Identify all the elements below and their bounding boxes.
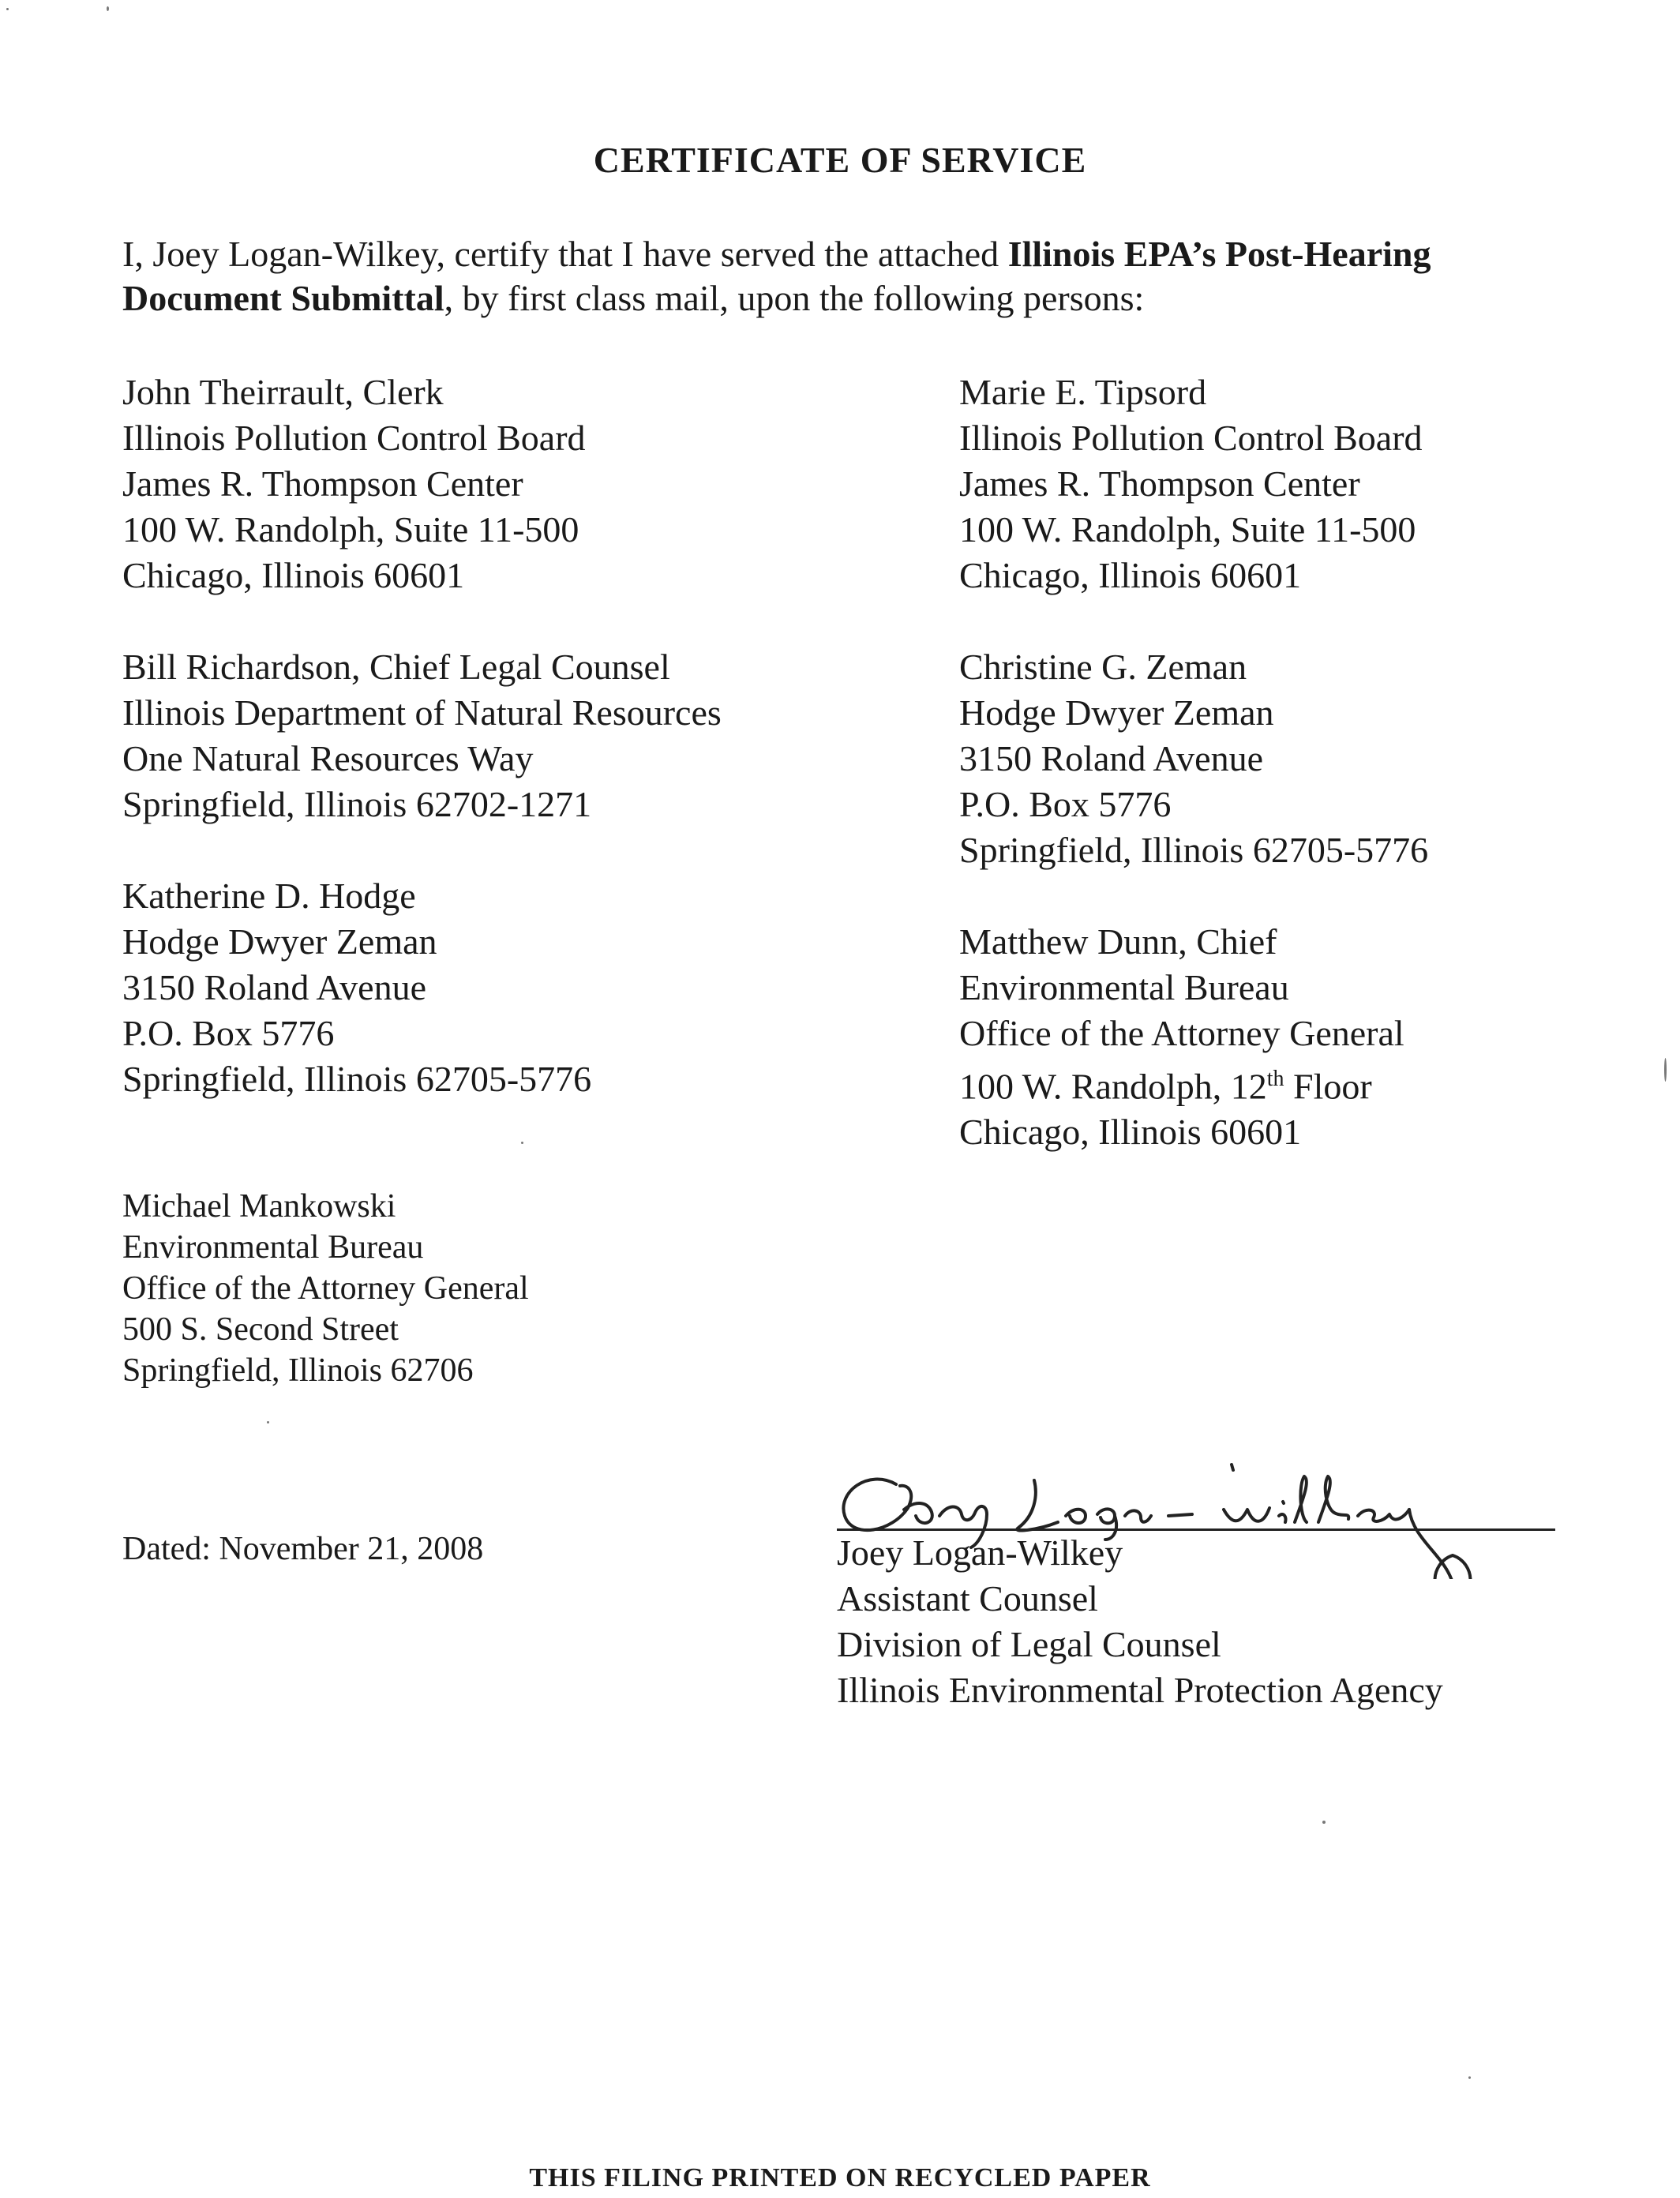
address-line: Springfield, Illinois 62705-5776 (959, 830, 1429, 870)
address-line: 100 W. Randolph, Suite 11-500 (122, 509, 579, 550)
signatory-name: Joey Logan-Wilkey (837, 1532, 1123, 1573)
intro-text-1: I, Joey Logan-Wilkey, certify that I have served the attached (122, 234, 1008, 274)
address-line: Christine G. Zeman (959, 647, 1247, 687)
signatory-agency: Illinois Environmental Protection Agency (837, 1670, 1443, 1710)
address-line: Illinois Pollution Control Board (959, 418, 1423, 458)
floor-suffix: Floor (1284, 1066, 1372, 1107)
floor-ordinal: th (1266, 1067, 1284, 1091)
scan-speck (521, 1142, 523, 1144)
scan-speck (107, 6, 109, 11)
recipient-dunn (959, 919, 1404, 1155)
address-line: James R. Thompson Center (122, 463, 523, 504)
signatory-title: Assistant Counsel (837, 1578, 1098, 1618)
address-line: James R. Thompson Center (959, 463, 1360, 504)
address-line: Illinois Pollution Control Board (122, 418, 586, 458)
address-line: Marie E. Tipsord (959, 372, 1207, 412)
address-line: Environmental Bureau (122, 1229, 424, 1266)
date-line: Dated: November 21, 2008 (122, 1531, 484, 1567)
address-line: 100 W. Randolph, Suite 11-500 (959, 509, 1416, 550)
signature-block (837, 1530, 1443, 1713)
address-line: Illinois Department of Natural Resources (122, 692, 722, 733)
address-line: Bill Richardson, Chief Legal Counsel (122, 647, 670, 687)
address-line: Environmental Bureau (959, 967, 1289, 1007)
address-line: Katherine D. Hodge (122, 876, 416, 916)
address-line: 3150 Roland Avenue (959, 738, 1263, 778)
recipient-theirrault (122, 369, 586, 598)
intro-text-2: , by first class mail, upon the following persons: (444, 278, 1145, 318)
recipient-zeman (959, 644, 1428, 873)
document-name: Illinois EPA’s Post-Hearing Document Submittal (122, 234, 1431, 318)
address-line: 3150 Roland Avenue (122, 967, 426, 1007)
scan-speck (6, 8, 9, 10)
address-line: Hodge Dwyer Zeman (959, 692, 1274, 733)
recipient-mankowski (122, 1186, 529, 1391)
scan-speck (1322, 1821, 1326, 1824)
address-line: Hodge Dwyer Zeman (122, 921, 437, 962)
scan-speck (267, 1421, 269, 1423)
signatory-division: Division of Legal Counsel (837, 1624, 1221, 1664)
address-line: Springfield, Illinois 62702-1271 (122, 784, 592, 824)
address-line-floor (959, 1056, 1404, 1109)
address-line: P.O. Box 5776 (122, 1013, 335, 1053)
scan-speck (1664, 1058, 1667, 1082)
certification-statement (122, 232, 1464, 321)
recipient-tipsord (959, 369, 1423, 598)
address-line: Chicago, Illinois 60601 (122, 555, 465, 595)
address-line: Springfield, Illinois 62705-5776 (122, 1059, 592, 1099)
address-line: One Natural Resources Way (122, 738, 534, 778)
address-line: Office of the Attorney General (959, 1013, 1404, 1053)
address-line: Michael Mankowski (122, 1188, 396, 1225)
address-line: Matthew Dunn, Chief (959, 921, 1277, 962)
scan-speck (1468, 2076, 1471, 2079)
recycled-paper-notice: THIS FILING PRINTED ON RECYCLED PAPER (529, 2163, 1151, 2192)
address-line: Office of the Attorney General (122, 1270, 529, 1307)
address-line: Chicago, Illinois 60601 (959, 1112, 1302, 1153)
page-title: CERTIFICATE OF SERVICE (593, 140, 1087, 180)
address-line: P.O. Box 5776 (959, 784, 1172, 824)
address-line: John Theirrault, Clerk (122, 372, 444, 412)
address-line: 500 S. Second Street (122, 1311, 399, 1348)
address-line: Springfield, Illinois 62706 (122, 1352, 474, 1389)
floor-text: 100 W. Randolph, 12 (959, 1066, 1267, 1107)
address-line: Chicago, Illinois 60601 (959, 555, 1302, 595)
recipient-hodge (122, 873, 591, 1102)
recipient-richardson (122, 644, 722, 827)
